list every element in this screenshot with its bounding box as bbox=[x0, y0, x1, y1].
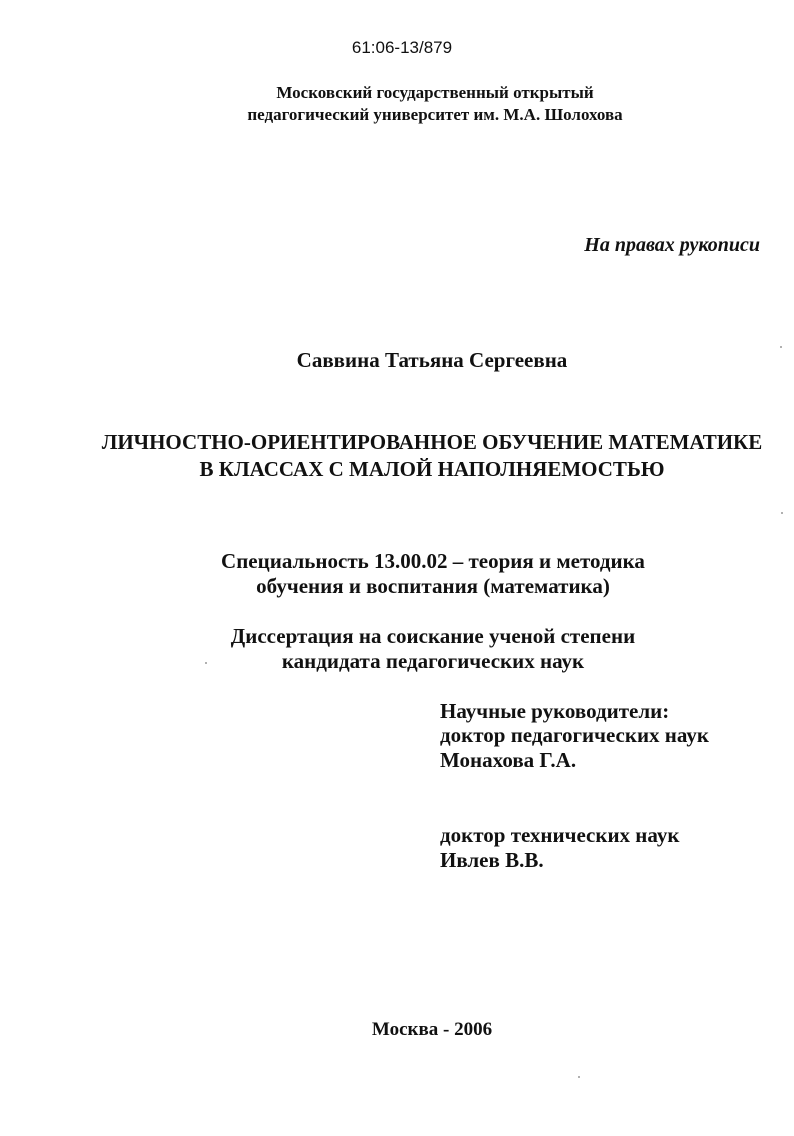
university-name-line-2: педагогический университет им. М.А. Шолохова bbox=[247, 105, 623, 124]
specialty-line-2: обучения и воспитания (математика) bbox=[256, 574, 610, 598]
author-name: Саввина Татьяна Сергеевна bbox=[296, 348, 568, 372]
degree-line-1: Диссертация на соискание ученой степени bbox=[230, 624, 636, 648]
scan-speck bbox=[780, 346, 782, 348]
dissertation-title-line-2: В КЛАССАХ С МАЛОЙ НАПОЛНЯЕМОСТЬЮ bbox=[199, 457, 665, 481]
city-year: Москва - 2006 bbox=[371, 1019, 493, 1040]
scan-speck bbox=[578, 1076, 580, 1078]
specialty-line-1: Специальность 13.00.02 – теория и методика bbox=[221, 549, 645, 573]
manuscript-rights-note: На правах рукописи bbox=[584, 234, 760, 256]
supervisors-heading: Научные руководители: bbox=[440, 699, 670, 723]
supervisor-1-degree: доктор педагогических наук bbox=[440, 723, 709, 747]
catalog-code: 61:06-13/879 bbox=[351, 38, 453, 57]
supervisor-2-degree: доктор технических наук bbox=[440, 823, 680, 847]
degree-line-2: кандидата педагогических наук bbox=[281, 649, 585, 673]
university-name-line-1: Московский государственный открытый bbox=[276, 83, 594, 102]
dissertation-title-line-1: ЛИЧНОСТНО-ОРИЕНТИРОВАННОЕ ОБУЧЕНИЕ МАТЕМАТИКЕ bbox=[101, 430, 763, 454]
supervisor-2-name: Ивлев В.В. bbox=[440, 848, 544, 872]
supervisor-1-name: Монахова Г.А. bbox=[440, 748, 577, 772]
scan-speck bbox=[205, 662, 207, 664]
scan-speck bbox=[781, 512, 783, 514]
